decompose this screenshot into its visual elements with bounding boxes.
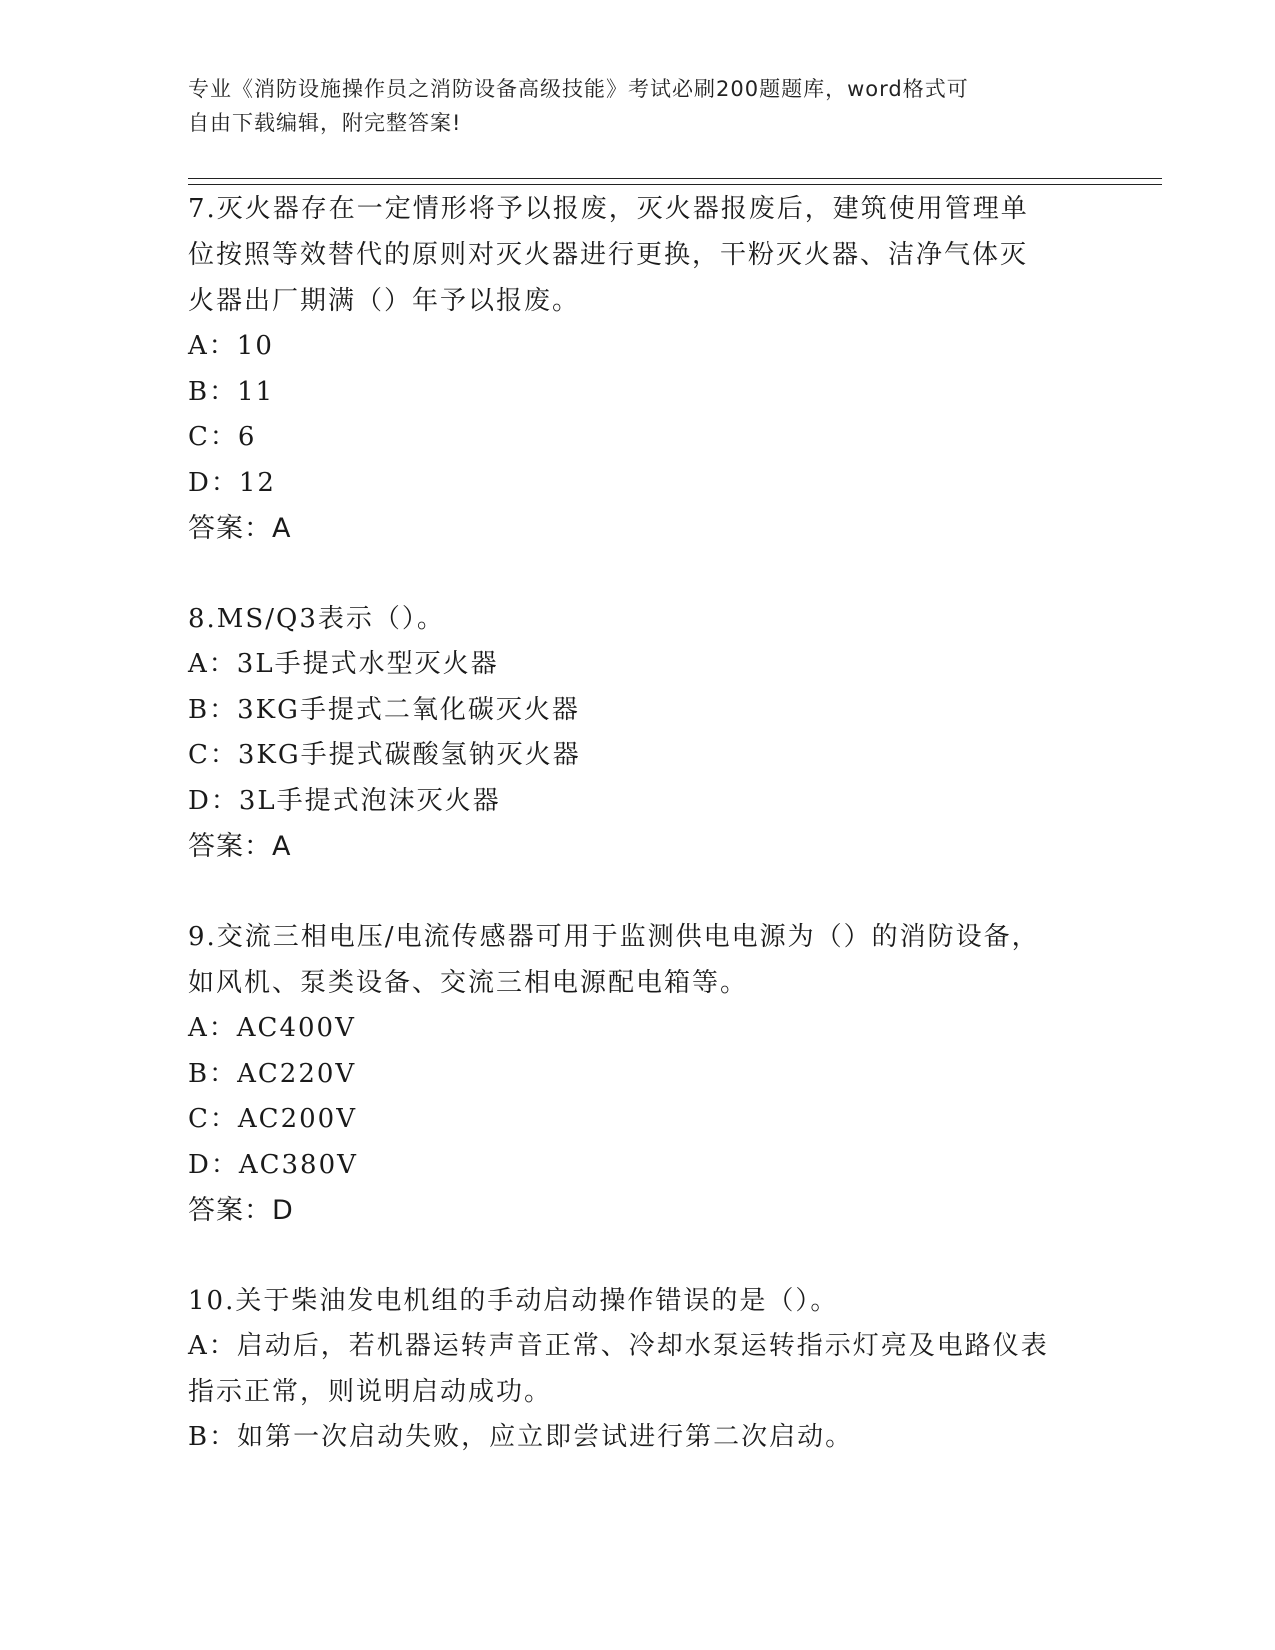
question-text-line: 8.MS/Q3表示（）。 (188, 604, 445, 634)
option-a: A：3L手提式水型灭火器 (188, 649, 499, 679)
option-a: A：10 (188, 331, 274, 361)
option-c: C：3KG手提式碳酸氢钠灭火器 (188, 740, 581, 770)
question-list (188, 186, 1088, 1461)
question-text-line: 10.关于柴油发电机组的手动启动操作错误的是（）。 (188, 1286, 839, 1316)
option-d: D：AC380V (188, 1149, 358, 1180)
option-c: C：AC200V (188, 1104, 357, 1134)
option-a: A：AC400V (188, 1013, 356, 1043)
option-b: B：11 (188, 376, 275, 407)
question-10 (188, 1278, 1088, 1461)
option-a-continued: 指示正常，则说明启动成功。 (188, 1376, 553, 1407)
option-b: B：3KG手提式二氧化碳灭火器 (188, 694, 580, 725)
header-line-1: 专业《消防设施操作员之消防设备高级技能》考试必刷200题题库，word格式可 (188, 77, 969, 101)
option-a: A：启动后，若机器运转声音正常、冷却水泵运转指示灯亮及电路仪表 (188, 1331, 1049, 1361)
option-d: D：12 (188, 467, 276, 498)
option-b: B：如第一次启动失败，应立即尝试进行第二次启动。 (188, 1422, 854, 1452)
question-text-line: 位按照等效替代的原则对灭火器进行更换，干粉灭火器、洁净气体灭 (188, 240, 1029, 270)
header-divider-top (188, 178, 1162, 179)
answer: 答案：A (188, 513, 292, 544)
question-text-line: 9.交流三相电压/电流传感器可用于监测供电电源为（）的消防设备， (188, 922, 1040, 952)
spacer (188, 1234, 1088, 1278)
spacer (188, 870, 1088, 914)
document-header (188, 72, 1068, 140)
question-text-line: 火器出厂期满（）年予以报废。 (188, 286, 581, 316)
question-7 (188, 186, 1088, 552)
spacer (188, 552, 1088, 596)
answer: 答案：A (188, 831, 292, 862)
header-divider-bottom (188, 184, 1162, 185)
question-text-line: 如风机、泵类设备、交流三相电源配电箱等。 (188, 968, 749, 998)
option-c: C：6 (188, 422, 257, 452)
question-text-line: 7.灭火器存在一定情形将予以报废，灭火器报废后，建筑使用管理单 (188, 194, 1029, 224)
answer: 答案：D (188, 1195, 294, 1226)
question-9 (188, 914, 1088, 1234)
option-d: D：3L手提式泡沫灭火器 (188, 785, 501, 816)
header-line-2: 自由下载编辑，附完整答案! (188, 111, 462, 135)
question-8 (188, 596, 1088, 870)
option-b: B：AC220V (188, 1058, 357, 1089)
